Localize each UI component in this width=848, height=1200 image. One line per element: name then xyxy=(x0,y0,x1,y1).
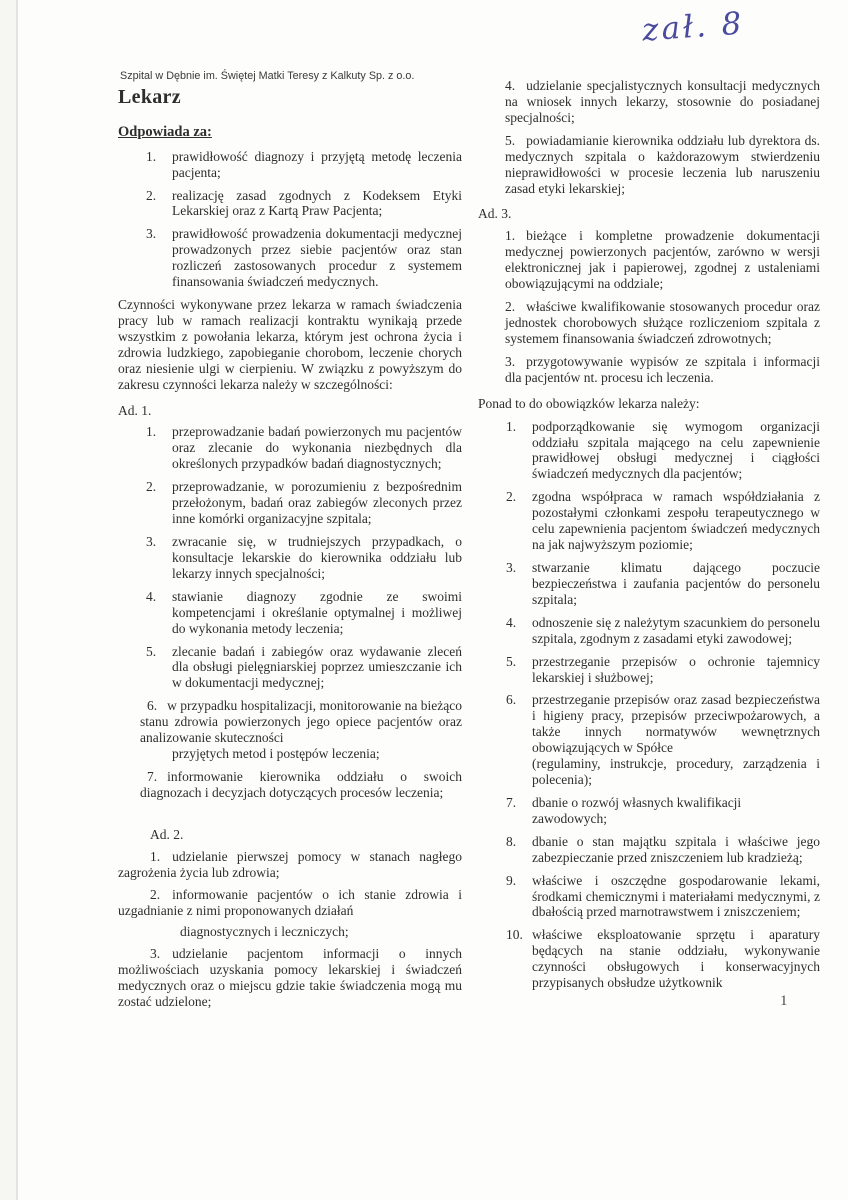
duties-heading: Ponad to do obowiązków lekarza należy: xyxy=(478,395,700,411)
ad3-label: Ad. 3. xyxy=(478,206,512,222)
item-number: 2. xyxy=(505,299,516,315)
list-item xyxy=(118,887,462,919)
list-item xyxy=(118,226,462,290)
intro-paragraph: Czynności wykonywane przez lekarza w ramach świadczenia pracy lub w ramach realizacji kontraktu wynikają przede wszystkim z powołania lekarza, którym jest ochrona życia i zdrowia ludzkiego, zapobieganie chorobom, leczenie chorych oraz niesienie ulgi w cierpieniu. W związku z powyższym do zakresu czynności lekarza należy w szczególności: xyxy=(118,297,462,392)
list-item xyxy=(118,188,462,220)
list-item xyxy=(505,228,820,292)
right-column xyxy=(478,78,820,998)
list-item xyxy=(118,424,462,472)
list-item xyxy=(118,479,462,527)
item-number: 4. xyxy=(506,614,517,630)
item-text-continuation: zawodowych; xyxy=(532,810,607,826)
item-text: przygotowywanie wypisów ze szpitala i informacji dla pacjentów nt. procesu ich leczenia. xyxy=(505,353,820,385)
item-text: udzielanie specjalistycznych konsultacji medycznych na wniosek innych lekarzy, stosownie do posiadanej specjalności; xyxy=(505,78,820,125)
org-name: Szpital w Dębnie im. Świętej Matki Teresy z Kalkuty Sp. z o.o. xyxy=(120,70,415,82)
item-text-continuation: przyjętych metod i postępów leczenia; xyxy=(172,746,380,762)
list-item xyxy=(118,534,462,582)
item-text-continuation: (regulaminy, instrukcje, procedury, zarządzenia i polecenia); xyxy=(532,756,820,788)
item-number: 1. xyxy=(505,228,516,244)
list-item xyxy=(118,589,462,637)
item-text-continuation: diagnostycznych i leczniczych; xyxy=(180,924,349,940)
list-item xyxy=(118,946,462,1010)
item-number: 2. xyxy=(146,187,157,203)
list-item xyxy=(478,795,820,827)
item-text: zgodna współpraca w ramach współdziałania z pozostałymi członkami zespołu terapeutycznego w celu zapewnienia pacjentom świadczeń medycznych na jak najwyższym poziomie; xyxy=(532,489,820,553)
item-number: 5. xyxy=(506,653,517,669)
ad1-label: Ad. 1. xyxy=(118,402,152,418)
ad2-label: Ad. 2. xyxy=(150,826,184,842)
item-text: udzielanie pacjentom informacji o innych możliwościach uzyskania pomocy lekarskiej i świadczeń medycznych oraz o miejscu gdzie takie świadczenia mogą mu zostać udzielone; xyxy=(118,946,462,1010)
item-number: 4. xyxy=(505,78,516,93)
item-text-main: dbanie o rozwój własnych kwalifikacji xyxy=(532,794,742,810)
item-number: 7. xyxy=(147,769,158,784)
item-text: właściwe kwalifikowanie stosowanych procedur oraz jednostek chorobowych służące rozliczeniom szpitala z systemem finansowania świadczeń zdrowotnych; xyxy=(505,299,820,346)
item-number: 1. xyxy=(506,418,517,434)
left-column xyxy=(118,70,462,1016)
scan-edge-line xyxy=(16,0,18,1200)
item-text: w przypadku hospitalizacji, monitorowanie na bieżąco stanu zdrowia powierzonych jego opiece pacjentów oraz analizowanie skuteczności xyxy=(140,698,462,746)
item-number: 9. xyxy=(506,872,517,888)
item-text: właściwe i oszczędne gospodarowanie lekami, środkami chemicznymi i materiałami medycznymi, z dbałością przed marnotrawstwem i zniszczeniem; xyxy=(532,872,820,920)
item-text: odnoszenie się z należytym szacunkiem do personelu szpitala, zgodnym z zasadami etyki zawodowej; xyxy=(532,614,820,646)
list-item xyxy=(140,698,462,762)
page-number: 1 xyxy=(780,993,788,1009)
item-text: stawianie diagnozy zgodnie ze swoimi kompetencjami i określanie optymalnej i możliwej do wykonania metody leczenia; xyxy=(172,588,462,636)
item-text: informowanie pacjentów o ich stanie zdrowia i uzgadnianie z nimi proponowanych działań xyxy=(118,886,462,918)
handwritten-annotation: zał. 8 xyxy=(640,5,746,49)
item-number: 1. xyxy=(146,424,157,440)
item-text: podporządkowanie się wymogom organizacji oddziału szpitala mającego na celu zapewnienie prawidłowej obsługi medycznej i ciągłości świadczeń medycznych dla pacjentów; xyxy=(532,418,820,482)
item-number: 10. xyxy=(506,927,523,943)
item-number: 2. xyxy=(146,479,157,495)
list-item xyxy=(505,78,820,126)
item-number: 6. xyxy=(506,692,517,708)
item-number: 3. xyxy=(506,559,517,575)
item-number: 1. xyxy=(150,848,161,864)
item-number: 6. xyxy=(147,698,158,714)
list-item xyxy=(118,149,462,181)
item-text: przeprowadzanie badań powierzonych mu pacjentów oraz zlecanie do wykonania niezbędnych dla określonych przypadków badań diagnostycznych; xyxy=(172,424,462,472)
item-number: 2. xyxy=(506,489,517,505)
responsibilities-heading: Odpowiada za: xyxy=(118,123,212,140)
list-item xyxy=(478,419,820,483)
item-text-main: przestrzeganie przepisów oraz zasad bezpieczeństwa i higieny pracy, przepisów przeciwpożarowych, a także innych normatywów wewnętrznych obowiązujących w Spółce xyxy=(532,692,820,756)
item-text: prawidłowość prowadzenia dokumentacji medycznej prowadzonych przez siebie pacjentów oraz stan rozliczeń zastosowanych procedur z systemem finansowania świadczeń medycznych. xyxy=(172,226,462,290)
list-item xyxy=(478,692,820,788)
item-number: 3. xyxy=(146,534,157,550)
list-item xyxy=(140,769,462,801)
item-text xyxy=(532,795,820,827)
scan-left-margin xyxy=(0,0,16,1200)
item-text: przestrzeganie przepisów o ochronie tajemnicy lekarskiej i służbowej; xyxy=(532,653,820,685)
list-item xyxy=(505,354,820,386)
item-text: informowanie kierownika oddziału o swoich diagnozach i decyzjach dotyczących procesów leczenia; xyxy=(140,769,462,800)
list-item xyxy=(478,654,820,686)
item-text xyxy=(532,692,820,788)
item-text: powiadamianie kierownika oddziału lub dyrektora ds. medycznych szpitala o każdorazowym stwierdzeniu nieprawidłowości w procesie leczenia lub naruszeniu zasad etyki lekarskiej; xyxy=(505,132,820,196)
list-item xyxy=(505,299,820,347)
list-item xyxy=(478,489,820,553)
item-number: 4. xyxy=(146,588,157,604)
item-text: prawidłowość diagnozy i przyjętą metodę leczenia pacjenta; xyxy=(172,148,462,180)
list-item xyxy=(505,133,820,197)
item-number: 8. xyxy=(506,833,517,849)
item-number: 3. xyxy=(505,353,516,369)
item-number: 5. xyxy=(505,132,516,148)
item-text: przeprowadzanie, w porozumieniu z bezpośrednim przełożonym, badań oraz zabiegów zleconych przez inne komórki organizacyjne szpitala; xyxy=(172,479,462,527)
list-item xyxy=(478,615,820,647)
list-item xyxy=(478,560,820,608)
item-number: 2. xyxy=(150,886,161,902)
item-number: 5. xyxy=(146,643,157,659)
item-text: udzielanie pierwszej pomocy w stanach nagłego zagrożenia życia lub zdrowia; xyxy=(118,848,462,880)
list-item xyxy=(478,927,820,991)
list-item xyxy=(478,834,820,866)
list-item xyxy=(118,644,462,692)
doc-title: Lekarz xyxy=(118,85,181,108)
item-number: 1. xyxy=(146,148,157,164)
item-text: zwracanie się, w trudniejszych przypadkach, o konsultacje lekarskie do kierownika oddziału lub lekarzy innych specjalności; xyxy=(172,534,462,581)
item-text: właściwe eksploatowanie sprzętu i aparatury będących na stanie oddziału, wykonywanie czynności obsługowych i konserwacyjnych przypisanych obsłudze użytkownik xyxy=(532,927,820,991)
list-item xyxy=(478,873,820,921)
item-text: dbanie o stan majątku szpitala i właściwe jego zabezpieczanie przed zniszczeniem lub kradzieżą; xyxy=(532,833,820,865)
item-text: bieżące i kompletne prowadzenie dokumentacji medycznej powierzonych pacjentów, zarówno w wersji elektronicznej jak i papierowej, zgodnej z ustaleniami obowiązującymi na oddziale; xyxy=(505,228,820,292)
item-number: 3. xyxy=(150,946,161,962)
item-number: 3. xyxy=(146,226,157,242)
item-text: realizację zasad zgodnych z Kodeksem Etyki Lekarskiej oraz z Kartą Praw Pacjenta; xyxy=(172,187,462,219)
item-text: zlecanie badań i zabiegów oraz wydawanie zleceń dla obsługi pielęgniarskiej poprzez umieszczanie ich w dokumentacji medycznej; xyxy=(172,643,462,691)
item-number: 7. xyxy=(506,794,517,810)
list-item xyxy=(118,849,462,881)
item-text: stwarzanie klimatu dającego poczucie bezpieczeństwa i zaufania pacjentów do personelu szpitala; xyxy=(532,559,820,607)
